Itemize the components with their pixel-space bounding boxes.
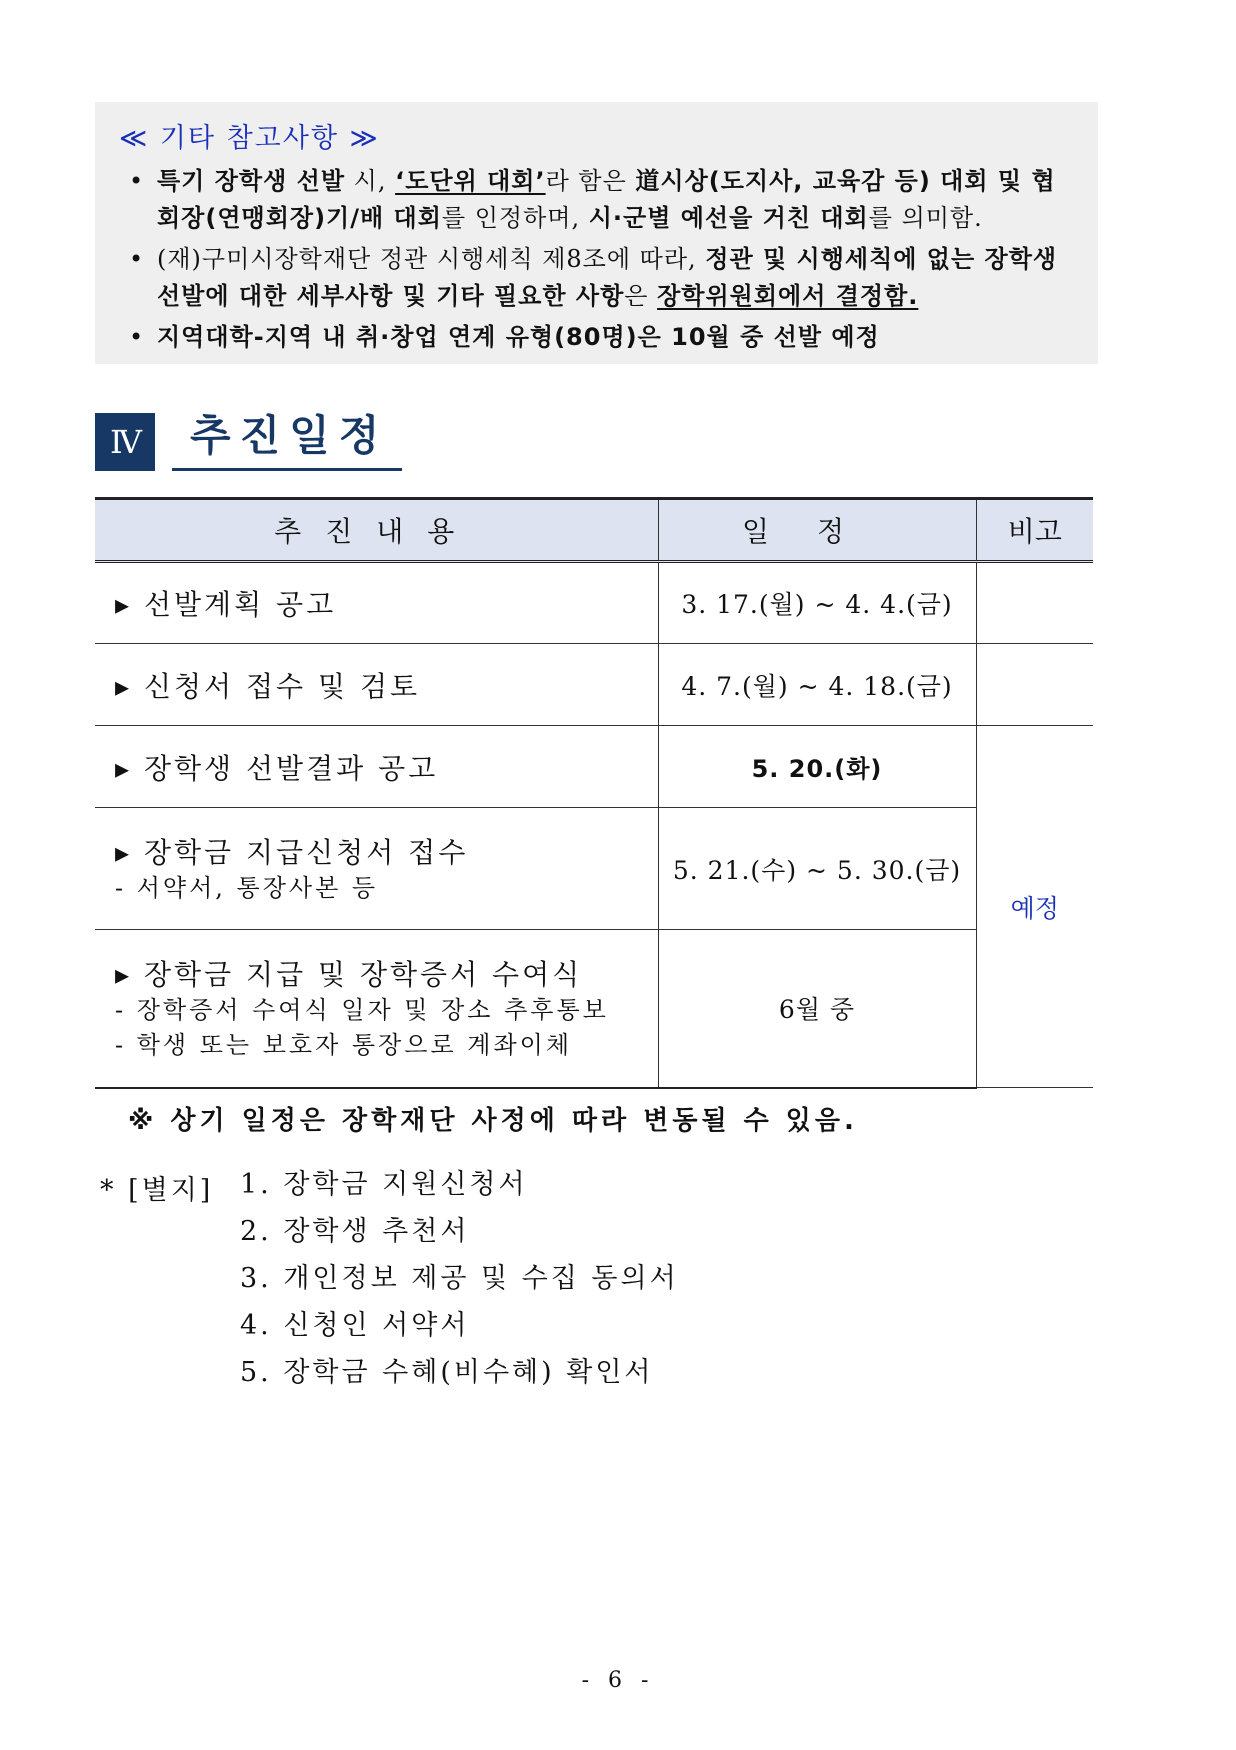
header-note: 비고 (976, 499, 1093, 562)
note3-text: 지역대학-지역 내 취·창업 연계 유형(80명)은 10월 중 선발 예정 (157, 323, 880, 351)
task-title: ▸ 장학금 지급 및 장학증서 수여식 (115, 958, 583, 992)
note2-part4: 장학위원회에서 결정함. (657, 282, 919, 310)
date-cell: 6월 중 (658, 930, 976, 1088)
task-subnote: - 장학증서 수여식 일자 및 장소 추후통보 (115, 996, 609, 1025)
list-item: 5. 장학금 수혜(비수혜) 확인서 (240, 1357, 654, 1388)
schedule-table (95, 497, 1093, 1089)
note1-part4: 라 함은 (545, 167, 636, 195)
task-title: ▸ 선발계획 공고 (115, 588, 337, 621)
attachment-items (240, 1168, 679, 1403)
date-cell: 3. 17.(월) ~ 4. 4.(금) (658, 562, 976, 644)
table-row (95, 562, 1093, 644)
task-cell (95, 808, 658, 930)
attachments-label: * [별지] (100, 1175, 214, 1206)
date-cell: 4. 7.(월) ~ 4. 18.(금) (658, 644, 976, 726)
list-item: 4. 신청인 서약서 (240, 1310, 470, 1341)
header-date: 일정 (658, 499, 976, 562)
note1-part8: 를 의미함. (868, 204, 983, 232)
section-number: Ⅳ (95, 413, 155, 471)
note2-part1: (재)구미시장학재단 정관 시행세칙 제8조에 따라, (157, 245, 706, 273)
note1-part1: 특기 장학생 선발 (157, 167, 345, 195)
table-header-row (95, 499, 1093, 562)
task-subnote: - 학생 또는 보호자 통장으로 계좌이체 (115, 1031, 573, 1060)
bullet-icon: • (129, 167, 145, 195)
note2-part2: 정관 및 시행세칙에 없는 장학생 선발에 대한 세부사항 및 기타 필요한 사항 (157, 245, 1058, 310)
task-title: ▸ 장학생 선발결과 공고 (115, 751, 439, 785)
task-title: ▸ 신청서 접수 및 검토 (115, 669, 421, 703)
page-number: - 6 - (581, 1668, 655, 1693)
note1-part5: 道시상(도지사, 교육감 등) 대회 및 협회장(연맹회장)기/배 대회 (157, 167, 1056, 232)
task-title: ▸ 장학금 지급신청서 접수 (115, 836, 469, 869)
section-title: 추진일정 (172, 404, 402, 471)
note1-part6: 를 인정하며, (441, 204, 589, 232)
note-cell (976, 562, 1093, 644)
note2-part3: 은 (624, 282, 658, 310)
table-row (95, 930, 1093, 1088)
note1-part3: ‘도단위 대회’ (395, 167, 546, 195)
notes-title: ≪ 기타 참고사항 ≫ (119, 123, 380, 154)
header-content: 추진내용 (95, 499, 658, 562)
note-item-special-scholarship (117, 163, 1076, 237)
schedule-caution-note: ※ 상기 일정은 장학재단 사정에 따라 변동될 수 있음. (128, 1106, 858, 1136)
note-cell-merged: 예정 (976, 726, 1093, 1088)
table-row (95, 726, 1093, 808)
task-subnote: - 서약서, 통장사본 등 (115, 874, 379, 902)
note-cell (976, 644, 1093, 726)
date-cell: 5. 21.(수) ~ 5. 30.(금) (658, 808, 976, 930)
table-row (95, 808, 1093, 930)
date-cell: 5. 20.(화) (658, 726, 976, 808)
note-item-regional-university (117, 319, 1076, 356)
task-cell (95, 644, 658, 726)
note1-part7: 시·군별 예선을 거친 대회 (588, 204, 869, 232)
task-cell (95, 562, 658, 644)
bullet-icon: • (129, 323, 145, 351)
note-item-bylaws (117, 241, 1076, 315)
table-row (95, 644, 1093, 726)
list-item: 2. 장학생 추천서 (240, 1216, 470, 1247)
reference-notes-box (95, 102, 1098, 364)
note1-part2: 시, (345, 167, 396, 195)
list-item: 3. 개인정보 제공 및 수집 동의서 (240, 1263, 679, 1294)
list-item: 1. 장학금 지원신청서 (240, 1169, 528, 1200)
bullet-icon: • (129, 245, 145, 273)
task-cell (95, 930, 658, 1088)
task-cell (95, 726, 658, 808)
